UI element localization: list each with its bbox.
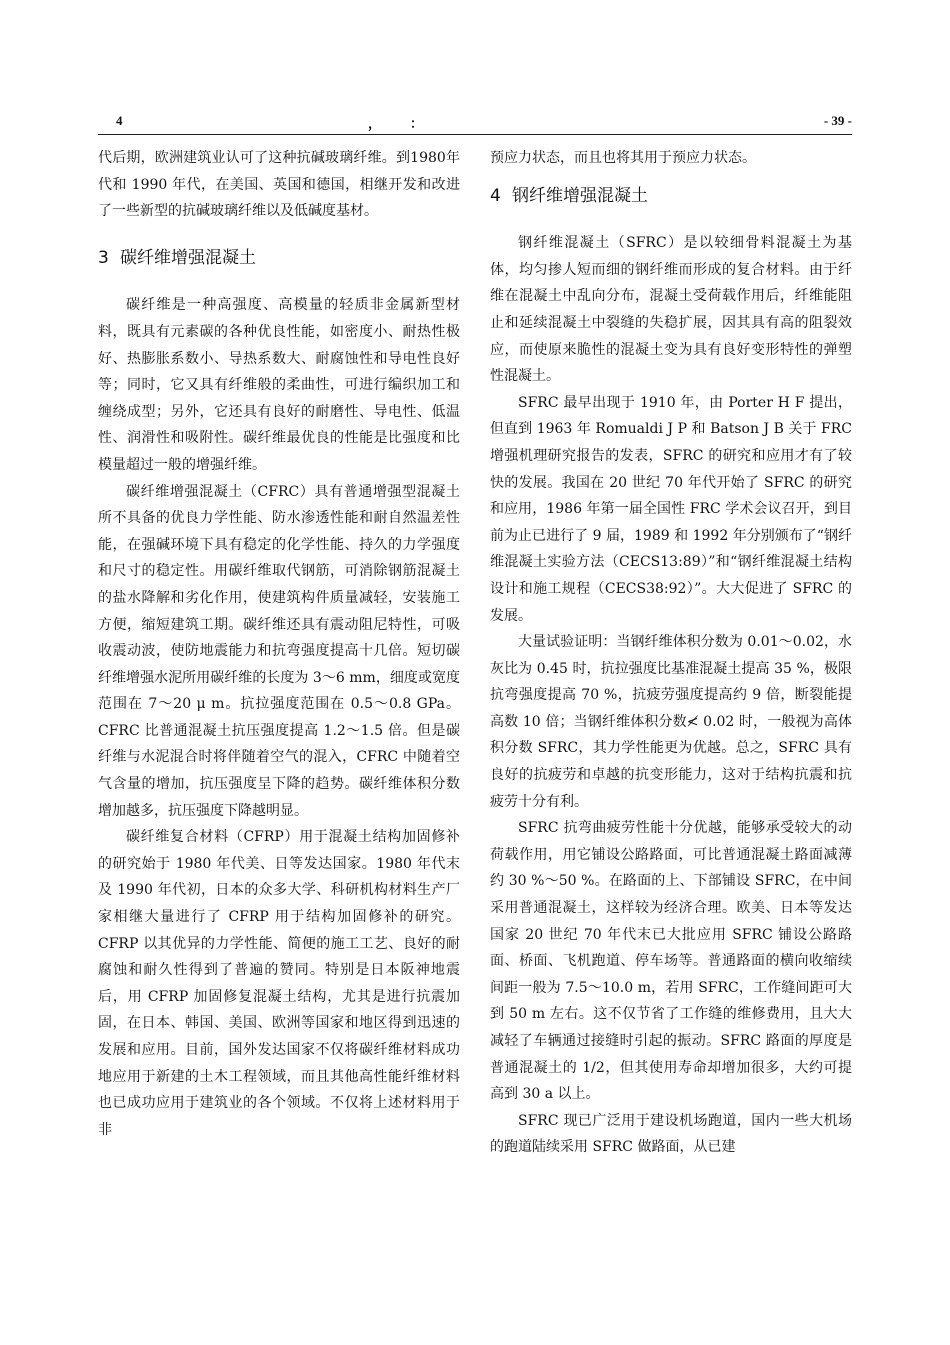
paragraph-continued: 代后期，欧洲建筑业认可了这种抗碱玻璃纤维。到1980年代和 1990 年代，在美国、英国和德国，相继开发和改进了一些新型的抗碱玻璃纤维以及低碱度基材。 [98, 150, 460, 220]
section-heading-4 [490, 183, 852, 210]
page-number: - 39 - [823, 113, 852, 128]
paragraph: SFRC 最早出现于 1910 年，由 Porter H F 提出，但直到 1963 年 Romualdi J P 和 Batson J B 关于 FRC 增强机理研究报告的发表，SFRC 的研究和应用才有了较快的发展。我国在 20 世纪 70 年代开始了 SFRC 的研究和应用，1986 年第一届全国性 FRC 学术会议召开，到目前为止已进行了 9 届，1989 和 1992 年分别颁布了“钢纤维混凝土实验方法（CECS13:89）”和“钢纤维混凝土结构设计和施工规程（CECS38:92）”。大大促进了 SFRC 的发展。 [490, 394, 852, 624]
left-column [98, 145, 460, 1143]
paragraph: SFRC 现已广泛用于建设机场跑道，国内一些大机场的跑道陆续采用 SFRC 做路面，从已建 [490, 1112, 852, 1156]
paragraph-continued: 预应力状态，而且也将其用于预应力状态。 [490, 150, 756, 166]
header-rule [98, 134, 852, 135]
section-number: 3 [98, 247, 109, 268]
paragraph: 钢纤维混凝土（SFRC）是以较细骨料混凝土为基体，均匀掺人短而细的钢纤维而形成的复合材料。由于纤维在混凝土中乱向分布，混凝土受荷载作用后，纤维能阻止和延续混凝土中裂缝的失稳扩展，因其具有高的阻裂效应，而使原来脆性的混凝土变为具有良好变形特性的弹塑性混凝土。 [490, 235, 852, 385]
paragraph: 大量试验证明：当钢纤维体积分数为 0.01～0.02，水灰比为 0.45 时，抗拉强度比基准混凝土提高 35 %，极限抗弯强度提高 70 %，抗疲劳强度提高约 9 倍，断裂能提高数 10 倍；当钢纤维体积分数≮ 0.02 时，一般视为高体积分数 SFRC，其力学性能更为优越。总之，SFRC 具有良好的抗疲劳和卓越的抗变形能力，这对于结构抗震和抗疲劳十分有利。 [490, 634, 852, 810]
paragraph: SFRC 抗弯曲疲劳性能十分优越，能够承受较大的动荷载作用，用它铺设公路路面，可比普通混凝土路面减薄约 30 %～50 %。在路面的上、下部铺设 SFRC，在中间采用普通混凝土，这样较为经济合理。欧美、日本等发达国家 20 世纪 70 年代末已大批应用 SFRC 铺设公路路面、桥面、飞机跑道、停车场等。普通路面的横向收缩续间距一般为 7.5～10.0 m，若用 SFRC，工作缝间距可大到 50 m 左右。这不仅节省了工作缝的维修费用，且大大减轻了车辆通过接缝时引起的振动。SFRC 路面的厚度是普通混凝土的 1/2，但其使用寿命却增加很多，大约可提高到 30 a 以上。 [490, 820, 852, 1103]
issue-number: 4 [116, 113, 123, 128]
paragraph: 碳纤维是一种高强度、高模量的轻质非金属新型材料，既具有元素碳的各种优良性能，如密度小、耐热性极好、热膨胀系数小、导热系数大、耐腐蚀性和导电性良好等；同时，它又具有纤维般的柔曲性，可进行编织加工和缠绕成型；另外，它还具有良好的耐磨性、导电性、低温性、润滑性和吸附性。碳纤维最优良的性能是比强度和比模量超过一般的增强纤维。 [98, 297, 460, 473]
paragraph: 碳纤维增强混凝土（CFRC）具有普通增强型混凝土所不具备的优良力学性能、防水渗透性能和耐自然温差性能，在强碱环境下具有稳定的化学性能、持久的力学强度和尺寸的稳定性。用碳纤维取代钢筋，可消除钢筋混凝土的盐水降解和劣化作用，使建筑构件质量减轻，安装施工方便，缩短建筑工期。碳纤维还具有震动阻尼特性，可吸收震动波，使防地震能力和抗弯强度提高十几倍。短切碳纤维增强水泥所用碳纤维的长度为 3～6 mm，细度或宽度范围在 7～20 μ m。抗拉强度范围在 0.5～0.8 GPa。CFRC 比普通混凝土抗压强度提高 1.2～1.5 倍。但是碳纤维与水泥混合时将伴随着空气的混入，CFRC 中随着空气含量的增加，抗压强度呈下降的趋势。碳纤维体积分数增加越多，抗压强度下降越明显。 [98, 483, 460, 819]
section-title: 钢纤维增强混凝土 [512, 185, 648, 206]
header-comma: ， [368, 116, 382, 131]
right-column [490, 145, 852, 1161]
section-number: 4 [490, 185, 501, 206]
running-header [98, 113, 852, 131]
paragraph: 碳纤维复合材料（CFRP）用于混凝土结构加固修补的研究始于 1980 年代美、日等发达国家。1980 年代末及 1990 年代初，日本的众多大学、科研机构材料生产厂家相继大量进行了 CFRP 用于结构加固修补的研究。CFRP 以其优异的力学性能、简便的施工工艺、良好的耐腐蚀和耐久性得到了普遍的赞同。特别是日本阪神地震后，用 CFRP 加固修复混凝土结构，尤其是进行抗震加固，在日本、韩国、美国、欧洲等国家和地区得到迅速的发展和应用。目前，国外发达国家不仅将碳纤维材料成功地应用于新建的土木工程领域，而且其他高性能纤维材料也已成功应用于建筑业的各个领域。不仅将上述材料用于非 [98, 829, 460, 1138]
section-heading-3 [98, 245, 460, 272]
header-colon: ： [410, 116, 424, 131]
section-title: 碳纤维增强混凝土 [120, 247, 256, 268]
